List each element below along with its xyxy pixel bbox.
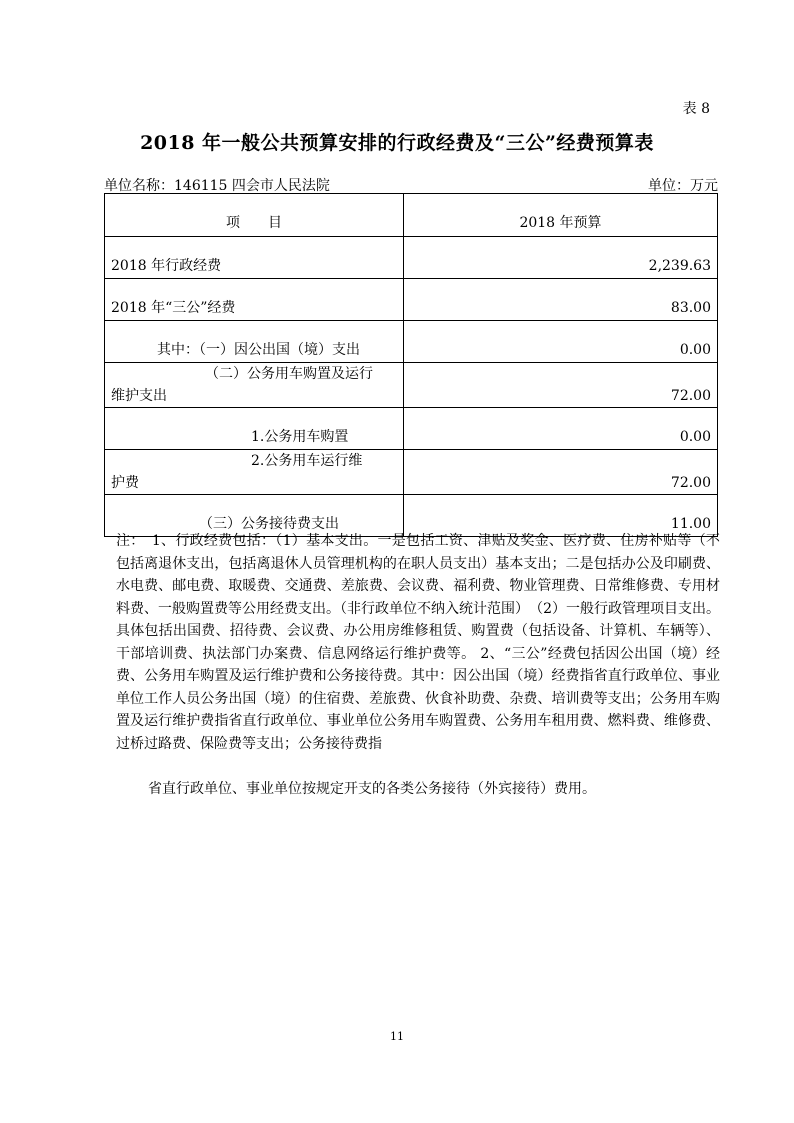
row-label xyxy=(105,363,404,408)
row-label-line2: 维护支出 xyxy=(111,388,167,404)
row-label xyxy=(105,450,404,495)
row-label: 其中：（一）因公出国（境）支出 xyxy=(105,321,404,363)
header-budget: 2018 年预算 xyxy=(404,194,718,237)
row-value: 0.00 xyxy=(404,408,718,450)
table-row xyxy=(105,408,718,450)
row-value: 11.00 xyxy=(404,495,718,537)
page-number: 11 xyxy=(390,1030,404,1043)
row-label-line1: 2.公务用车运行维 xyxy=(251,453,363,469)
row-label: 1.公务用车购置 xyxy=(105,408,404,450)
unit-name: 单位名称：146115 四会市人民法院 xyxy=(104,178,330,194)
unit-of-measure: 单位：万元 xyxy=(648,178,718,194)
row-value: 72.00 xyxy=(404,450,718,495)
row-value: 72.00 xyxy=(404,363,718,408)
table-row xyxy=(105,237,718,279)
table-number-label: 表 8 xyxy=(682,101,710,117)
row-label-line2: 护费 xyxy=(111,475,139,491)
table-header-row xyxy=(105,194,718,237)
row-label: （三）公务接待费支出 xyxy=(105,495,404,537)
table-row xyxy=(105,321,718,363)
row-label: 2018 年行政经费 xyxy=(105,237,404,279)
table-row xyxy=(105,279,718,321)
row-label: 2018 年“三公”经费 xyxy=(105,279,404,321)
footnote-last-line: 省直行政单位、事业单位按规定开支的各类公务接待（外宾接待）费用。 xyxy=(148,781,596,797)
row-value: 2,239.63 xyxy=(404,237,718,279)
row-value: 83.00 xyxy=(404,279,718,321)
budget-table xyxy=(104,193,718,537)
table-row xyxy=(105,450,718,495)
unit-info-row xyxy=(104,175,718,195)
table-row xyxy=(105,363,718,408)
header-item: 项 目 xyxy=(105,194,404,237)
page-title: 2018 年一般公共预算安排的行政经费及“三公”经费预算表 xyxy=(140,132,654,154)
row-label-line1: （二）公务用车购置及运行 xyxy=(205,366,373,382)
row-value: 0.00 xyxy=(404,321,718,363)
footnote: 注： 1、行政经费包括：（1）基本支出。一是包括工资、津贴及奖金、医疗费、住房补贴等（不包括离退休支出，包括离退休人员管理机构的在职人员支出）基本支出；二是包括办公及印刷费、水电费、邮电费、取暖费、交通费、差旅费、会议费、福利费、物业管理费、日常维修费、专用材料费、一般购置费等公用经费支出。（非行政单位不纳入统计范围） （2）一般行政管理项目支出。具体包括出国费、招待费、会议费、办公用房维修租赁、购置费（包括设备、计算机、车辆等）、干部培训费、执法部门办案费、信息网络运行维护费等。 2、“三公”经费包括因公出国（境）经费、公务用车购置及运行维护费和公务接待费。其中：因公出国（境）经费指省直行政单位、事业单位工作人员公务出国（境）的住宿费、差旅费、伙食补助费、杂费、培训费等支出；公务用车购置及运行维护费指省直行政单位、事业单位公务用车购置费、公务用车租用费、燃料费、维修费、过桥过路费、保险费等支出；公务接待费指 xyxy=(116,533,720,752)
